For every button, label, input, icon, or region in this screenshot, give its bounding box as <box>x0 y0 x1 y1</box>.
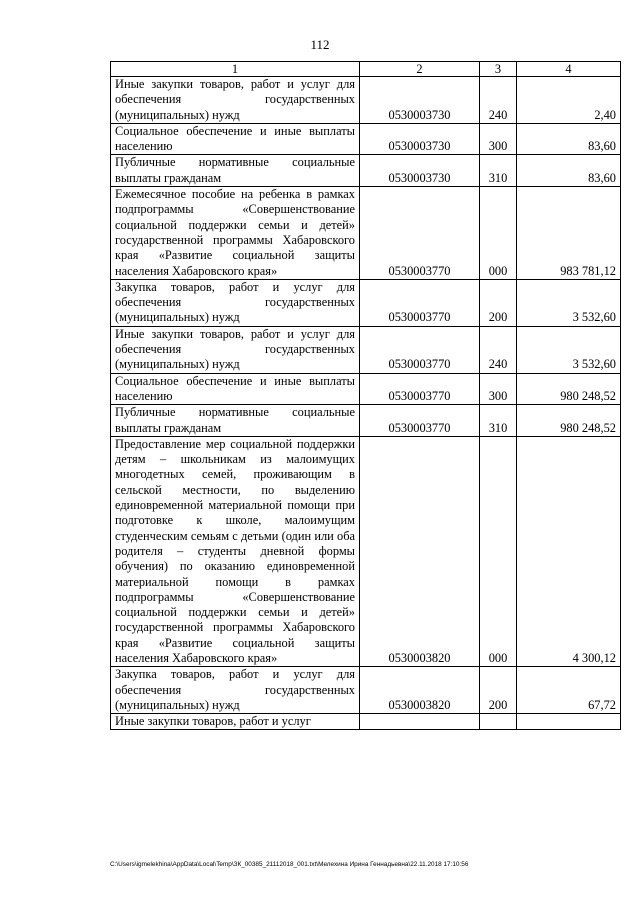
row-amount: 980 248,52 <box>517 405 621 437</box>
table-row <box>111 326 621 373</box>
row-expense-type: 200 <box>480 279 517 326</box>
row-amount: 4 300,12 <box>517 436 621 666</box>
row-amount: 83,60 <box>517 155 621 187</box>
row-name: Социальное обеспечение и иные выплаты населению <box>111 123 360 155</box>
header-col-2: 2 <box>360 62 480 77</box>
row-name: Ежемесячное пособие на ребенка в рамках подпрограммы «Совершенствование социальной поддержки семьи и детей» государственной программы Хабаровского края «Развитие социальной защиты населения Хабаровского края» <box>111 187 360 280</box>
table-row <box>111 279 621 326</box>
row-name: Иные закупки товаров, работ и услуг <box>111 714 360 730</box>
table-row <box>111 373 621 405</box>
row-expense-type: 300 <box>480 123 517 155</box>
row-code: 0530003770 <box>360 373 480 405</box>
row-expense-type: 200 <box>480 667 517 714</box>
row-name: Публичные нормативные социальные выплаты гражданам <box>111 405 360 437</box>
row-amount: 980 248,52 <box>517 373 621 405</box>
row-code: 0530003730 <box>360 77 480 124</box>
row-name: Закупка товаров, работ и услуг для обеспечения государственных (муниципальных) нужд <box>111 279 360 326</box>
page-number: 112 <box>310 37 330 52</box>
table-row <box>111 77 621 124</box>
row-name: Социальное обеспечение и иные выплаты населению <box>111 373 360 405</box>
row-expense-type: 310 <box>480 155 517 187</box>
row-expense-type: 300 <box>480 373 517 405</box>
header-col-4: 4 <box>517 62 621 77</box>
row-code: 0530003730 <box>360 123 480 155</box>
row-amount <box>517 714 621 730</box>
row-expense-type: 240 <box>480 326 517 373</box>
row-expense-type: 310 <box>480 405 517 437</box>
row-expense-type: 240 <box>480 77 517 124</box>
row-code: 0530003770 <box>360 405 480 437</box>
row-code: 0530003730 <box>360 155 480 187</box>
row-name: Иные закупки товаров, работ и услуг для обеспечения государственных (муниципальных) нужд <box>111 326 360 373</box>
row-amount: 2,40 <box>517 77 621 124</box>
row-expense-type <box>480 714 517 730</box>
row-code: 0530003770 <box>360 187 480 280</box>
row-amount: 67,72 <box>517 667 621 714</box>
row-code: 0530003820 <box>360 667 480 714</box>
table-row <box>111 667 621 714</box>
table-row <box>111 123 621 155</box>
row-amount: 83,60 <box>517 123 621 155</box>
row-amount: 3 532,60 <box>517 326 621 373</box>
row-name: Предоставление мер социальной поддержки детям – школьникам из малоимущих многодетных семей, проживающим в сельской местности, по выделению единовременной материальной помощи при подготовке к школе, малоимущим студенческим семьям с детьми (один или оба родителя – студенты дневной формы обучения) по оказанию единовременной материальной помощи в рамках подпрограммы «Совершенствование социальной поддержки семьи и детей» государственной программы Хабаровского края «Развитие социальной защиты населения Хабаровского края» <box>111 436 360 666</box>
row-code: 0530003820 <box>360 436 480 666</box>
row-name: Закупка товаров, работ и услуг для обеспечения государственных (муниципальных) нужд <box>111 667 360 714</box>
table-row <box>111 436 621 666</box>
header-col-1: 1 <box>111 62 360 77</box>
table-row <box>111 714 621 730</box>
row-code: 0530003770 <box>360 326 480 373</box>
row-expense-type: 000 <box>480 187 517 280</box>
row-code <box>360 714 480 730</box>
row-name: Публичные нормативные социальные выплаты гражданам <box>111 155 360 187</box>
row-code: 0530003770 <box>360 279 480 326</box>
table-header-row <box>111 62 621 77</box>
row-expense-type: 000 <box>480 436 517 666</box>
row-name: Иные закупки товаров, работ и услуг для обеспечения государственных (муниципальных) нужд <box>111 77 360 124</box>
header-col-3: 3 <box>480 62 517 77</box>
table-row <box>111 405 621 437</box>
file-path-footer: C:\Users\igmelekhina\AppData\Local\Temp\ЗК_00385_21112018_001.txt\Мелехина Ирина Геннадьевна\22.11.2018 17:10:56 <box>110 861 469 868</box>
budget-table <box>110 61 621 730</box>
table-row <box>111 187 621 280</box>
row-amount: 983 781,12 <box>517 187 621 280</box>
row-amount: 3 532,60 <box>517 279 621 326</box>
table-row <box>111 155 621 187</box>
